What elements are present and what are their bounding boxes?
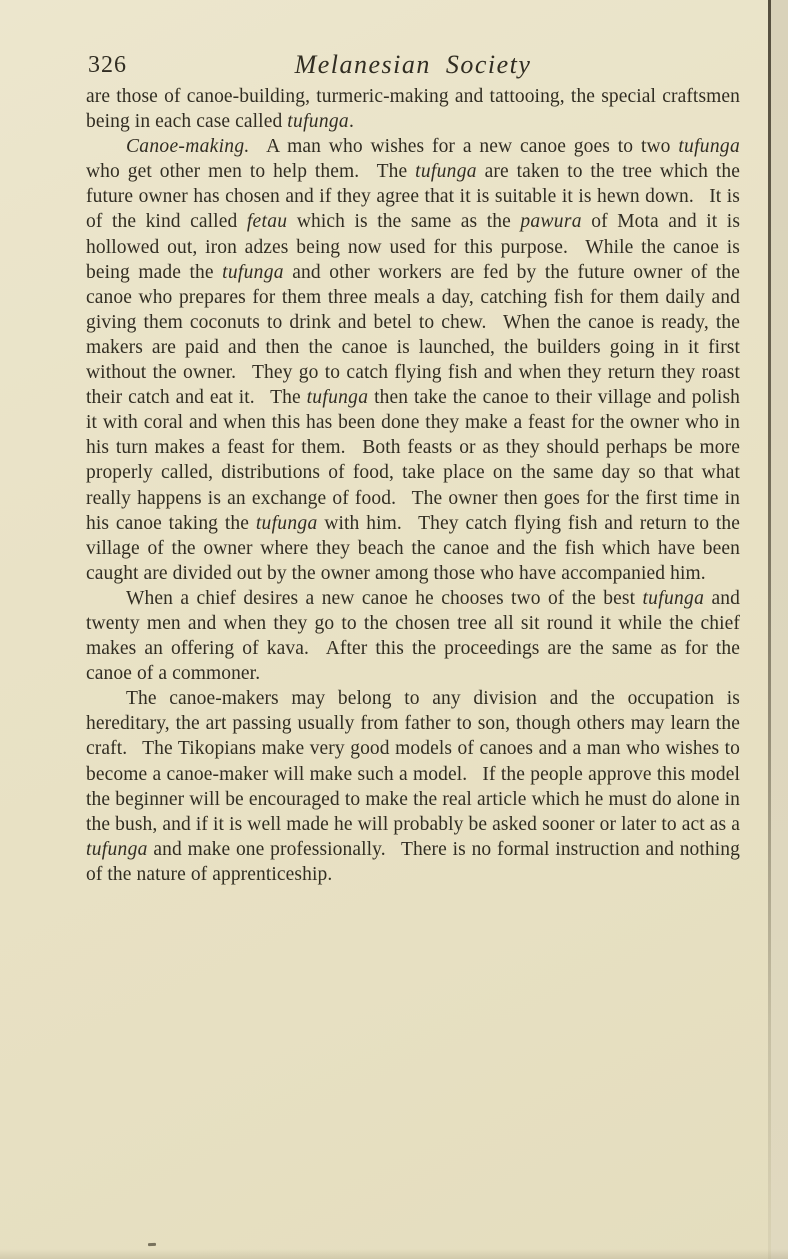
italic-term: tufunga: [306, 387, 369, 409]
text-run: When a chief desires a new canoe he chooses two of the best: [126, 587, 643, 609]
text-run: and other workers are fed by the future owner of the canoe who prepares for them three meals a day, catching fish for them daily and giving them coconuts to drink and betel to chew. When the canoe is ready, the makers are paid and then the canoe is launched, the builders going in it first without the owner. They go to catch flying fish and when they return they roast their catch and eat it. The: [86, 261, 741, 409]
italic-term: pawura: [520, 211, 582, 233]
italic-term: tufunga: [287, 111, 349, 133]
text-run: .: [348, 111, 354, 133]
paragraph: [86, 134, 740, 586]
italic-term: tufunga: [678, 136, 740, 158]
page-body: [86, 84, 740, 887]
text-run: A man who wishes for a new canoe goes to two: [249, 136, 679, 158]
italic-term: fetau: [246, 211, 288, 233]
text-run: are those of canoe-building, turmeric-making and tattooing, the special craftsmen being in each case called: [86, 86, 740, 133]
paragraph: [86, 84, 740, 134]
running-title: Melanesian Society: [294, 50, 532, 79]
text-run: who get other men to help them. The: [86, 161, 416, 183]
text-run: with him. They catch flying fish and return to the village of the owner where they beach the canoe and the fish which have been caught are divided out by the owner among those who have accompanied him.: [86, 512, 740, 584]
bottom-edge-shade: [0, 1249, 788, 1259]
text-run: are taken to the tree which the future owner has chosen and if they agree that it is suitable it is hewn down. It is of the kind called: [86, 161, 740, 233]
text-run: which is the same as the: [287, 211, 521, 233]
page-header: [88, 50, 738, 82]
paragraph: [86, 586, 740, 686]
italic-term: tufunga: [642, 587, 705, 609]
text-run: then take the canoe to their village and polish it with coral and when this has been done they make a feast for the owner who in his turn makes a feast for them. Both feasts or as they should perhaps be more properly called, distributions of food, take place on the same day so that what really happens is an exchange of food. The owner then goes for the first time in his canoe taking the: [86, 387, 740, 534]
paragraph: [86, 686, 740, 887]
scan-speck: [148, 1243, 156, 1246]
page-number: 326: [88, 52, 127, 78]
italic-term: tufunga: [86, 838, 148, 860]
page-edge-strip: [771, 0, 788, 1259]
italic-term: Canoe-making.: [126, 136, 250, 158]
text-run: and twenty men and when they go to the chosen tree all sit round it while the chief makes an offering of kava. After this the proceedings are the same as for the canoe of a commoner.: [86, 587, 740, 685]
italic-term: tufunga: [415, 161, 477, 183]
text-run: The canoe-makers may belong to any division and the occupation is hereditary, the art passing usually from father to son, though others may learn the craft. The Tikopians make very good models of canoes and a man who wishes to become a canoe-maker will make such a model. If the people approve this model the beginner will be encouraged to make the real article which he must do alone in the bush, and if it is well made he will probably be asked sooner or later to act as a: [86, 688, 740, 835]
italic-term: tufunga: [255, 512, 318, 534]
text-run: and make one professionally. There is no formal instruction and nothing of the nature of apprenticeship.: [86, 838, 740, 885]
italic-term: tufunga: [222, 261, 284, 283]
text-run: of Mota and it is hollowed out, iron adzes being now used for this purpose. While the canoe is being made the: [86, 211, 741, 283]
